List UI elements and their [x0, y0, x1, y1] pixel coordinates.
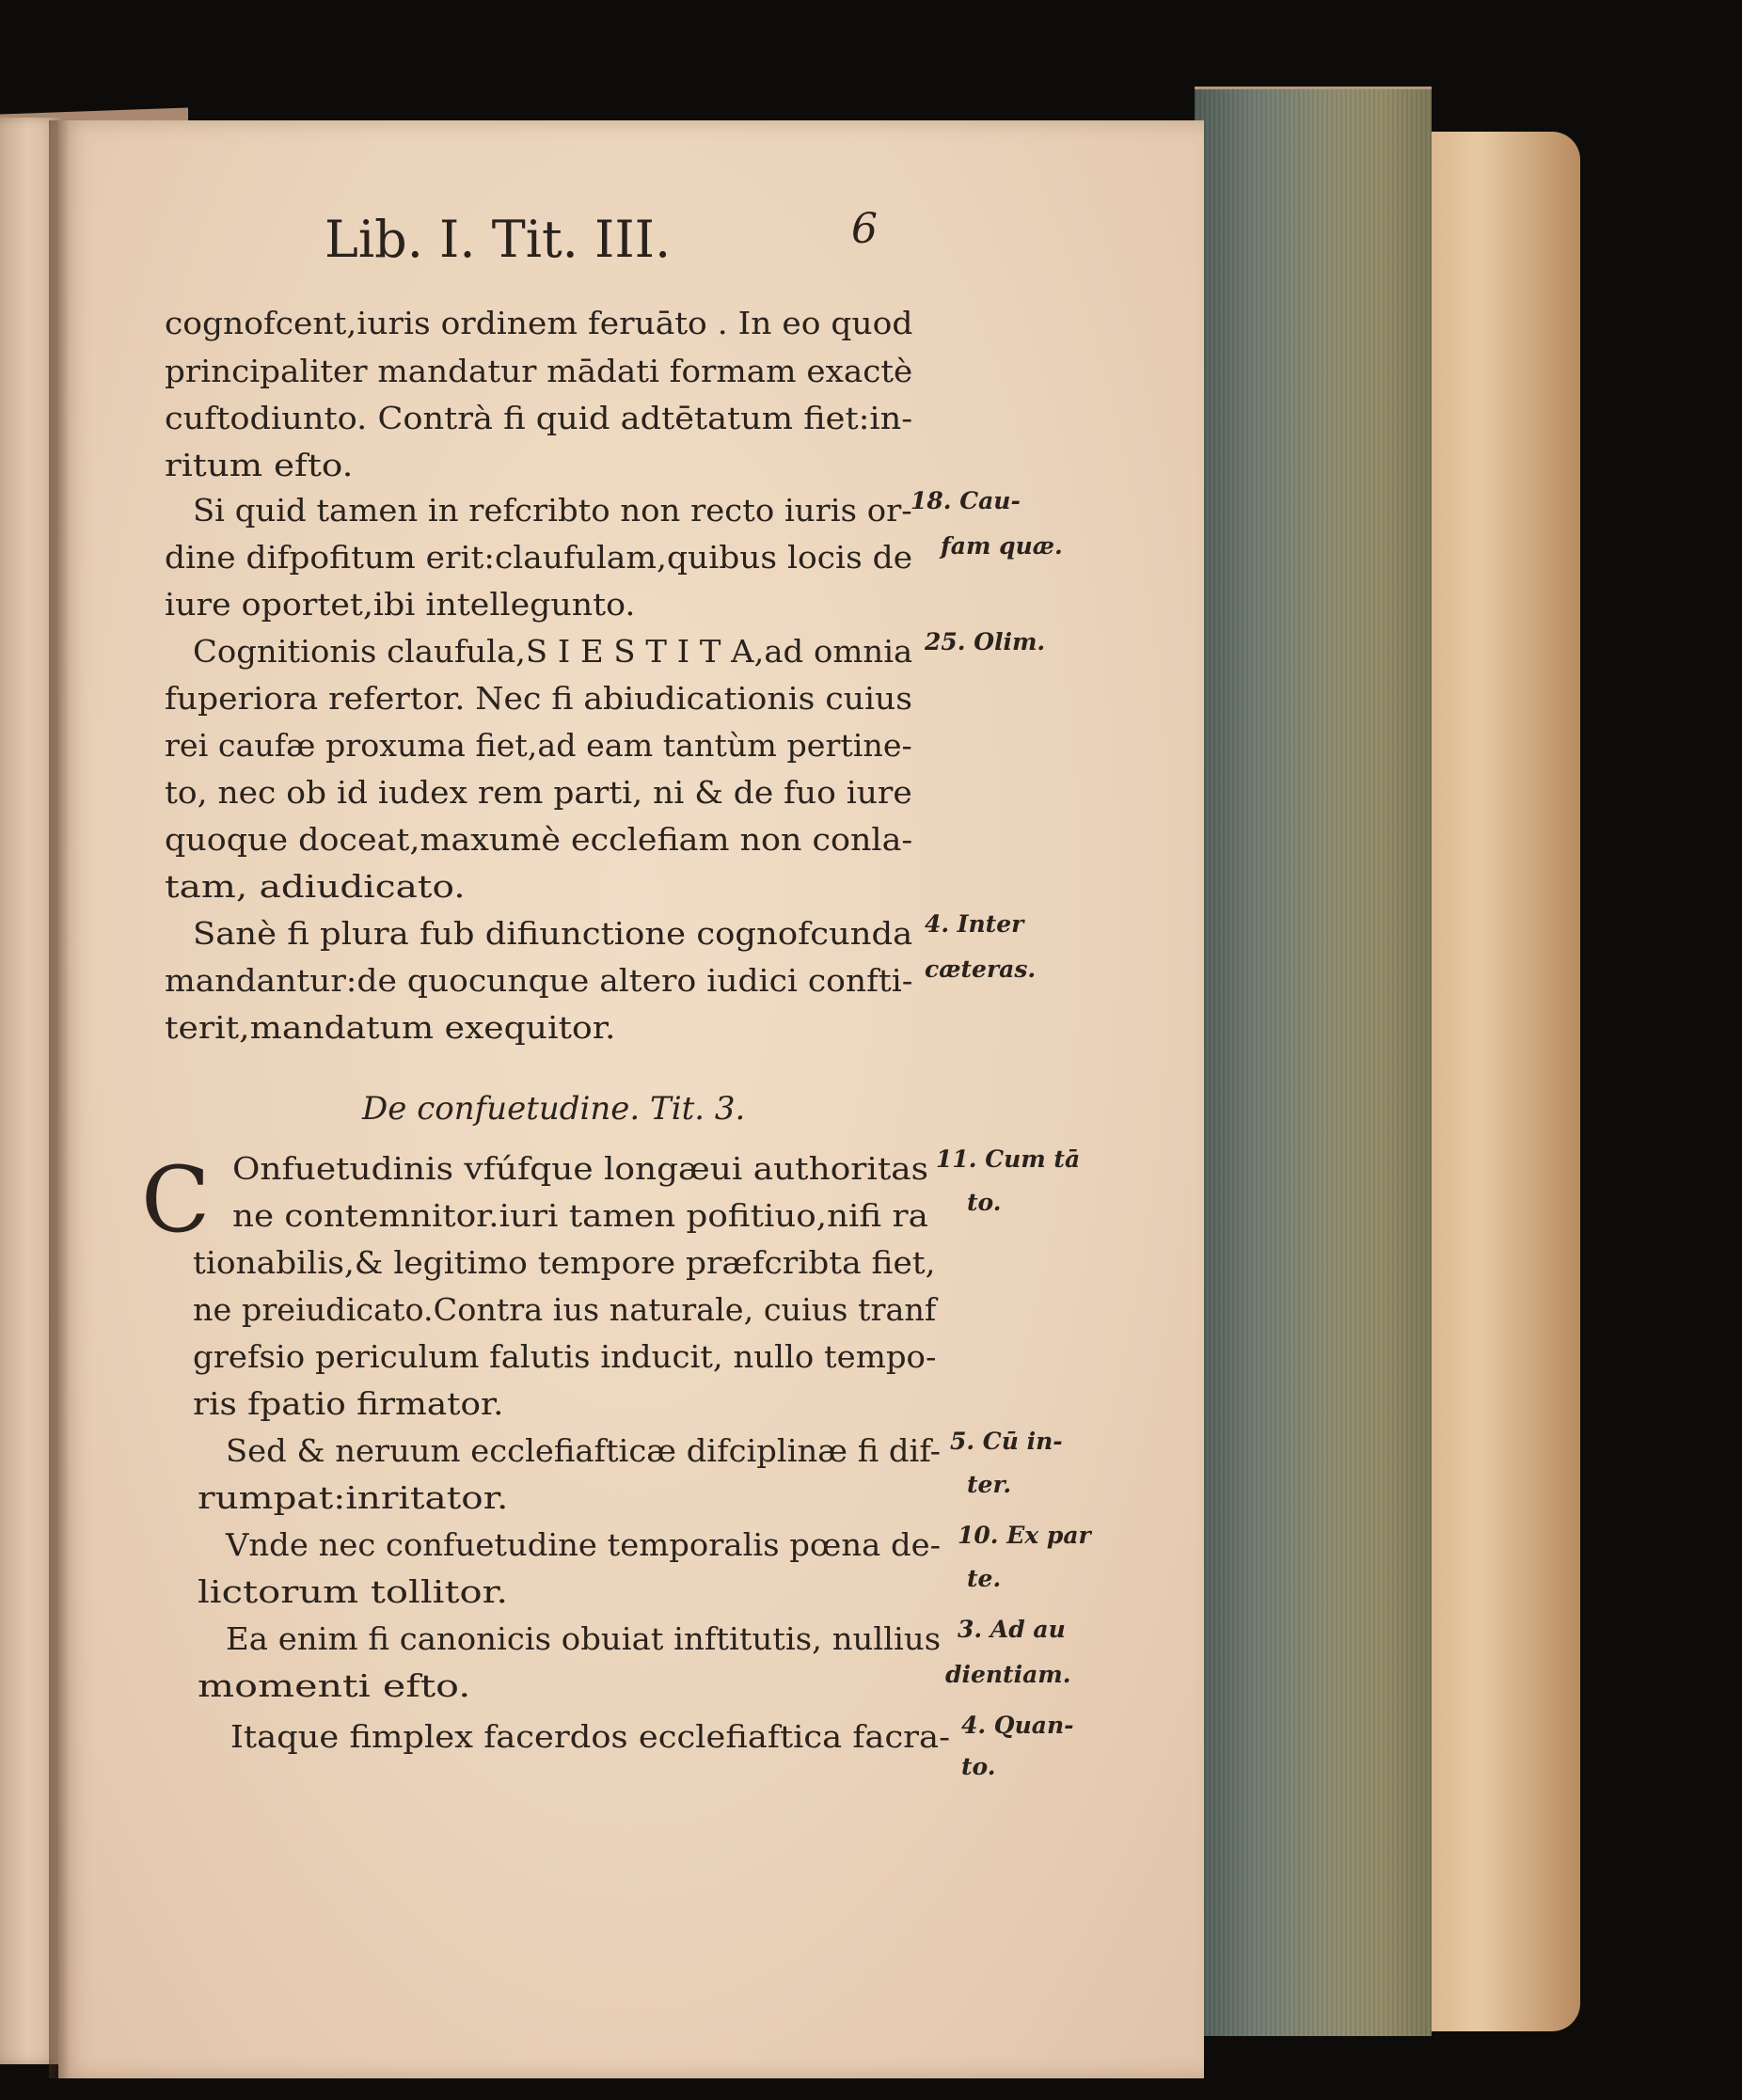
marginal-note: ter.: [967, 1471, 1012, 1498]
text-line: Sed & neruum ecclefiafticæ difciplinæ fi dif-: [226, 1432, 942, 1469]
marginal-note: 5. Cū in-: [950, 1428, 1063, 1455]
marginal-note: 11. Cum tā: [936, 1145, 1081, 1173]
text-line: quoque doceat,maxumè ecclefiam non conla-: [165, 821, 913, 858]
marginal-note: 18. Cau-: [911, 487, 1021, 514]
marginal-note: 3. Ad au: [958, 1616, 1066, 1643]
text-line: fuperiora refertor. Nec fi abiudicationis cuius: [165, 680, 913, 717]
page-gutter-shadow: [49, 120, 70, 2078]
page-block-fore-edge: [1195, 89, 1432, 2036]
text-line: lictorum tollitor.: [198, 1573, 509, 1610]
text-line: dine difpofitum erit:claufulam,quibus locis de: [165, 539, 913, 576]
text-line: Cognitionis claufula,S I E S T I T A,ad omnia: [193, 633, 913, 670]
text-line: Vnde nec confuetudine temporalis pœna de-: [226, 1526, 942, 1563]
marginal-note: fam quæ.: [941, 532, 1063, 560]
text-line: tam, adiudicato.: [165, 868, 466, 905]
text-line: rei caufæ proxuma fiet,ad eam tantùm pertine-: [165, 727, 912, 764]
text-line: tionabilis,& legitimo tempore præfcribta fiet,: [193, 1244, 936, 1281]
marginal-note: 25. Olim.: [925, 628, 1046, 655]
running-head: Lib. I. Tit. III.: [325, 210, 672, 269]
marginal-note: cæteras.: [925, 955, 1037, 983]
text-line: Si quid tamen in refcribto non recto iuris or-: [193, 492, 912, 529]
text-line: rumpat:inritator.: [198, 1479, 509, 1516]
marginal-note: to.: [961, 1753, 996, 1780]
page-number: 6: [851, 205, 878, 253]
section-heading: De confuetudine. Tit. 3.: [362, 1090, 746, 1128]
marginal-note: 4. Quan-: [961, 1712, 1074, 1739]
text-line: ne contemnitor.iuri tamen pofitiuo,nifi ra: [232, 1197, 928, 1234]
text-line: to, nec ob id iudex rem parti, ni & de fuo iure: [165, 774, 912, 811]
marginal-note: te.: [967, 1565, 1002, 1592]
marginal-note: 10. Ex par: [958, 1522, 1091, 1549]
text-line: momenti efto.: [198, 1667, 471, 1704]
text-line: grefsio periculum falutis inducit, nullo tempo-: [193, 1338, 937, 1375]
text-line: ritum efto.: [165, 447, 354, 483]
text-line: iure oportet,ibi intellegunto.: [165, 586, 636, 623]
text-line: Sanè fi plura fub difiunctione cognofcunda: [193, 915, 913, 952]
text-line: Onfuetudinis vfúfque longæui authoritas: [232, 1150, 929, 1187]
text-line: terit,mandatum exequitor.: [165, 1009, 616, 1046]
drop-cap: C: [141, 1147, 211, 1253]
marginal-note: 4. Inter: [925, 910, 1024, 938]
marginal-note: to.: [967, 1189, 1002, 1216]
text-line: cuftodiunto. Contrà fi quid adtētatum fiet:in-: [165, 400, 913, 436]
text-line: Ea enim fi canonicis obuiat inftitutis, nullius: [226, 1620, 942, 1657]
text-line: Itaque fimplex facerdos ecclefiaftica facra-: [230, 1718, 950, 1755]
text-line: principaliter mandatur mādati formam exactè: [165, 353, 913, 389]
marginal-note: dientiam.: [945, 1661, 1071, 1688]
text-line: ne preiudicato.Contra ius naturale, cuius tranf: [193, 1291, 937, 1328]
text-line: cognofcent,iuris ordinem feruāto . In eo quod: [165, 305, 913, 341]
text-line: ris fpatio firmator.: [193, 1385, 504, 1422]
text-line: mandantur:de quocunque altero iudici confti-: [165, 962, 913, 999]
